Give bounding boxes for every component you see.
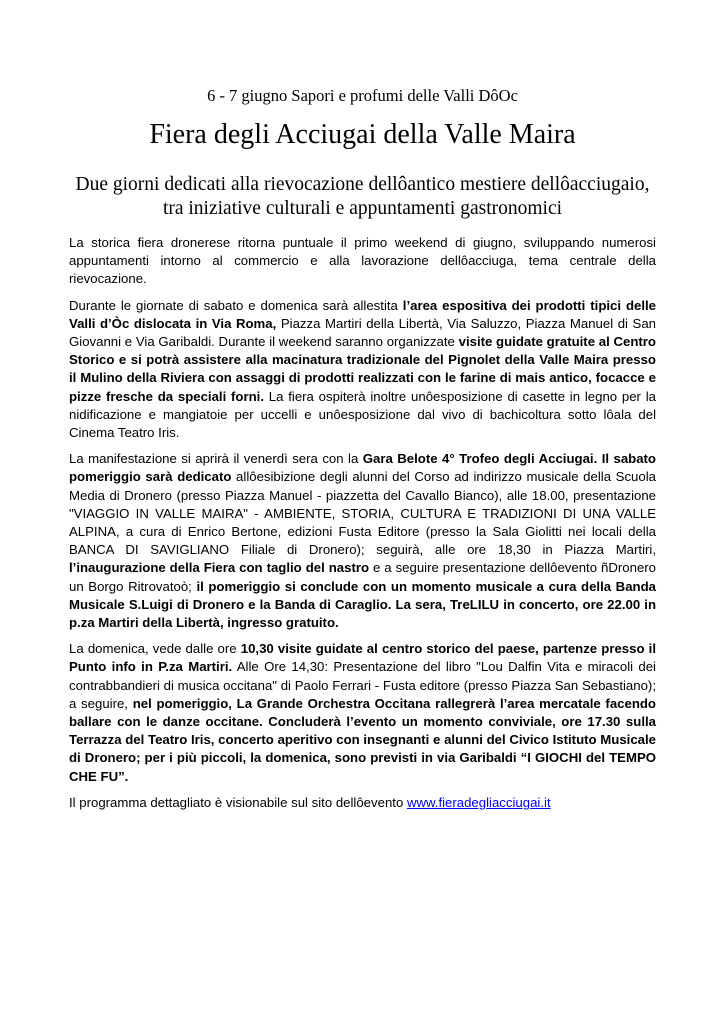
paragraph-friday-saturday: La manifestazione si aprirà il venerdì sera con la Gara Belote 4° Trofeo degli Acciugai. Il sabato pomeriggio sarà dedicato allôesibizione degli alunni del Corso ad indirizzo musicale della Scuola Media di Dronero (presso Piazza Manuel - piazzetta del Cavallo Bianco), alle 18.00, presentazione "VIAGGIO IN VALLE MAIRA" - AMBIENTE, STORIA, CULTURA E TRADIZIONI DI UNA VALLE ALPINA, a cura di Enrico Bertone, edizioni Fusta Editore (presso la Sala Giolitti nei locali della BANCA DI SAVIGLIANO Filiale di Dronero); seguirà, alle ore 18,30 in Piazza Martiri, l’inaugurazione della Fiera con taglio del nastro e a seguire presentazione dellôevento ñDronero un Borgo Ritrovatoò; il pomeriggio si conclude con un momento musicale a cura della Banda Musicale S.Luigi di Dronero e la Banda di Caraglio. La sera, TreLILU in concerto, ore 22.00 in p.za Martiri della Libertà, ingresso gratuito. [69, 451, 656, 631]
paragraph-exhibition: Durante le giornate di sabato e domenica sarà allestita l’area espositiva dei prodotti tipici delle Valli d’Òc dislocata in Via Roma, Piazza Martiri della Libertà, Via Saluzzo, Piazza Manuel di San Giovanni e Via Garibaldi. Durante il weekend saranno organizzate visite guidate gratuite al Centro Storico e si potrà assistere alla macinatura tradizionale del Pignolet della Valle Maira presso il Mulino della Riviera con assaggi di prodotti realizzati con le farine di mais antico, focacce e pizze fresche da speciali forni. La fiera ospiterà inoltre unôesposizione di casette in legno per la nidificazione e mangiatoie per uccelli e unôesposizione dal vivo di bachicoltura sotto lôala del Cinema Teatro Iris. [69, 297, 656, 441]
subtitle-line-2: tra iniziative culturali e appuntamenti gastronomici [162, 198, 563, 219]
paragraph-sunday: La domenica, vede dalle ore 10,30 visite guidate al centro storico del paese, partenze presso il Punto info in P.za Martiri. Alle Ore 14,30: Presentazione del libro "Lou Dalfin Vita e miracoli dei contrabbandieri di musica occitana" di Paolo Ferrari - Fusta editore (presso Piazza San Sebastiano); a seguire, nel pomeriggio, La Grande Orchestra Occitana rallegrerà l’area mercatale facendo ballare con le danze occitane. Concluderà l’evento un momento conviviale, ore 17.30 sulla Terrazza del Teatro Iris, concerto aperitivo con insegnanti e alunni del Civico Istituto Musicale di Dronero; per i più piccoli, la domenica, sono previsti in via Garibaldi “I GIOCHI del TEMPO CHE FU”. [69, 641, 657, 784]
article-body [69, 234, 656, 820]
website-link[interactable]: www.fieradegliacciugai.it [406, 794, 551, 810]
subtitle-line-1: Due giorni dedicati alla rievocazione dellôantico mestiere dellôacciugaio, [75, 174, 650, 195]
paragraph-program-link: Il programma dettagliato è visionabile sul sito dellôevento www.fieradegliacciugai.it [69, 794, 551, 810]
subtitle [0, 173, 725, 221]
paragraph-intro: La storica fiera dronerese ritorna puntuale il primo weekend di giugno, sviluppando numerosi appuntamenti intorno al commercio e alla lavorazione dellôacciuga, tema centrale della rievocazione. [69, 235, 656, 287]
page-title: Fiera degli Acciugai della Valle Maira [149, 119, 576, 150]
event-dates-kicker: 6 - 7 giugno Sapori e profumi delle Valli DôOc [207, 86, 518, 105]
